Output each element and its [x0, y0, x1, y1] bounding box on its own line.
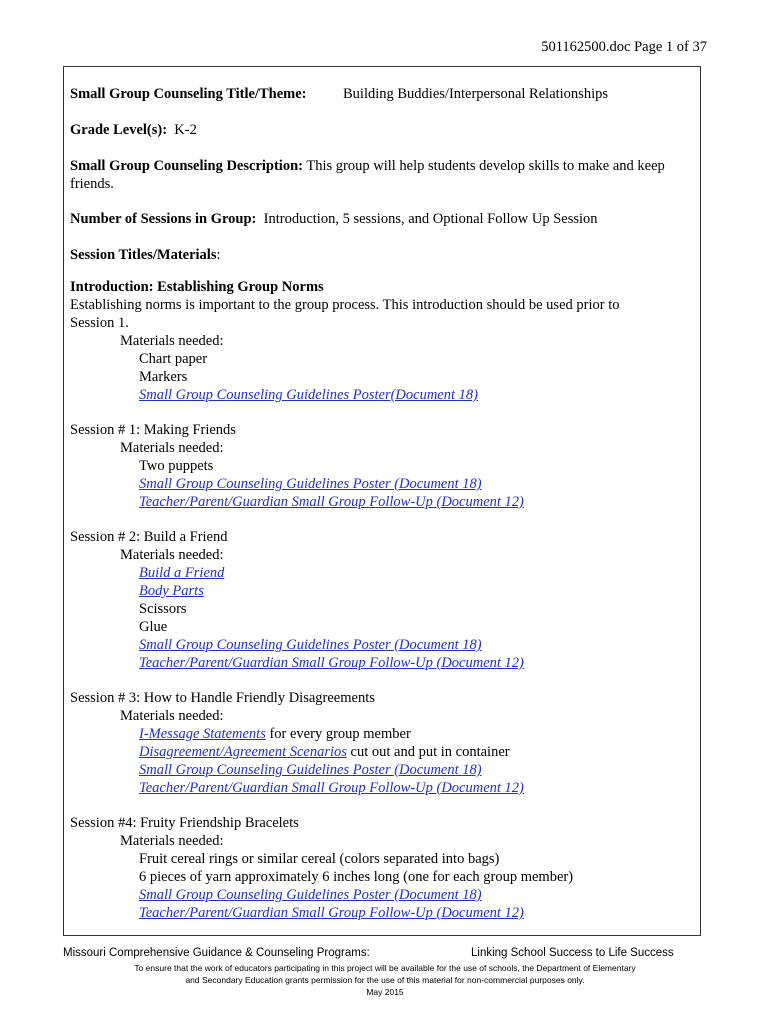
session1-materials-label: Materials needed:: [120, 440, 224, 456]
session2-material-glue: Glue: [139, 619, 168, 635]
build-a-friend-link[interactable]: Build a Friend: [139, 565, 225, 581]
session-titles-heading: [70, 246, 221, 264]
follow-up-link[interactable]: Teacher/Parent/Guardian Small Group Follow-Up (Document 12): [139, 780, 524, 796]
footer-permission-line2: and Secondary Education grants permission for the use of this material for non-commercial purposes only.: [185, 975, 585, 985]
follow-up-link[interactable]: Teacher/Parent/Guardian Small Group Follow-Up (Document 12): [139, 655, 524, 671]
description-label: Small Group Counseling Description:: [70, 158, 303, 174]
sessions-count-value: Introduction, 5 sessions, and Optional Follow Up Session: [263, 211, 598, 227]
introduction-material-markers: Markers: [139, 369, 188, 385]
follow-up-link[interactable]: Teacher/Parent/Guardian Small Group Follow-Up (Document 12): [139, 494, 524, 510]
introduction-material-chart-paper: Chart paper: [139, 351, 208, 367]
footer-date: May 2015: [366, 987, 404, 997]
session3-material-scenarios-text: cut out and put in container: [346, 744, 510, 760]
description-value-line1: This group will help students develop skills to make and keep: [306, 158, 665, 174]
guidelines-poster-link[interactable]: Small Group Counseling Guidelines Poster(Document 18): [139, 387, 478, 403]
page-header: 501162500.doc Page 1 of 37: [541, 39, 707, 55]
session-titles-colon: :: [216, 247, 221, 263]
title-theme-label: Small Group Counseling Title/Theme:: [70, 86, 307, 102]
body-parts-link[interactable]: Body Parts: [139, 583, 204, 599]
session2-material-scissors: Scissors: [139, 601, 187, 617]
introduction-text-line1: Establishing norms is important to the group process. This introduction should be used prior to: [70, 297, 620, 313]
guidelines-poster-link[interactable]: Small Group Counseling Guidelines Poster (Document 18): [139, 887, 482, 903]
session3-title: Session # 3: How to Handle Friendly Disagreements: [70, 690, 375, 706]
session3-material-imessage: [139, 725, 411, 743]
disagreement-scenarios-link[interactable]: Disagreement/Agreement Scenarios: [139, 744, 347, 760]
session4-title: Session #4: Fruity Friendship Bracelets: [70, 815, 299, 831]
session3-materials-label: Materials needed:: [120, 708, 224, 724]
footer-tagline: Linking School Success to Life Success: [471, 947, 674, 959]
session3-material-scenarios: [139, 743, 510, 761]
sessions-count-label: Number of Sessions in Group:: [70, 211, 257, 227]
session4-materials-label: Materials needed:: [120, 833, 224, 849]
description-row: [70, 157, 665, 175]
introduction-materials-label: Materials needed:: [120, 333, 224, 349]
i-message-statements-link[interactable]: I-Message Statements: [139, 726, 266, 742]
sessions-count-row: [70, 210, 598, 228]
session2-title: Session # 2: Build a Friend: [70, 529, 228, 545]
session1-material-puppets: Two puppets: [139, 458, 214, 474]
session3-material-imessage-text: for every group member: [265, 726, 411, 742]
session4-material-yarn: 6 pieces of yarn approximately 6 inches long (one for each group member): [139, 869, 574, 885]
title-theme-row: [70, 85, 306, 103]
grade-row: [70, 121, 197, 139]
introduction-text-line2: Session 1.: [70, 315, 129, 331]
session-titles-label: Session Titles/Materials: [70, 247, 217, 263]
guidelines-poster-link[interactable]: Small Group Counseling Guidelines Poster (Document 18): [139, 762, 482, 778]
description-value-line2: friends.: [70, 176, 114, 192]
grade-value: K-2: [174, 122, 197, 138]
session2-materials-label: Materials needed:: [120, 547, 224, 563]
footer-permission-line1: To ensure that the work of educators participating in this project will be available for the use of schools, the Department of Elementary: [134, 963, 636, 973]
session4-material-cereal: Fruit cereal rings or similar cereal (colors separated into bags): [139, 851, 500, 867]
guidelines-poster-link[interactable]: Small Group Counseling Guidelines Poster (Document 18): [139, 476, 482, 492]
title-theme-value: Building Buddies/Interpersonal Relationships: [343, 86, 609, 102]
introduction-title: Introduction: Establishing Group Norms: [70, 279, 324, 295]
guidelines-poster-link[interactable]: Small Group Counseling Guidelines Poster (Document 18): [139, 637, 482, 653]
grade-label: Grade Level(s):: [70, 122, 168, 138]
session1-title: Session # 1: Making Friends: [70, 422, 236, 438]
follow-up-link[interactable]: Teacher/Parent/Guardian Small Group Follow-Up (Document 12): [139, 905, 524, 921]
footer-program-name: Missouri Comprehensive Guidance & Counseling Programs:: [63, 947, 370, 959]
